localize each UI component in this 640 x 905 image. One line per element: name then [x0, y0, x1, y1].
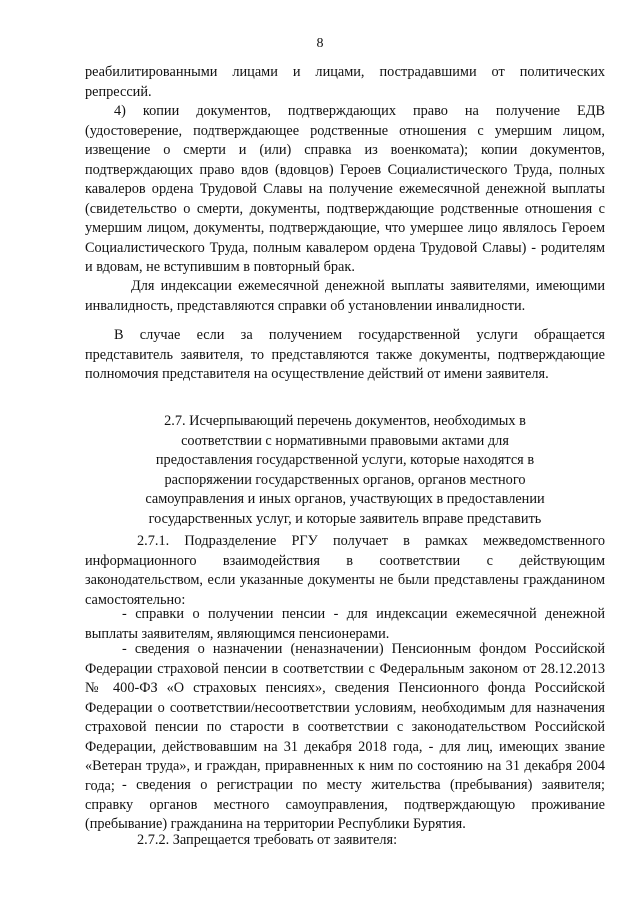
- paragraph-item-4: 4) копии документов, подтверждающих право на получение ЕДВ (удостоверение, подтверждающее родственные отношения с умершим лицом, извещение о смерти и (или) справка из военкомата); копии документов, подтверждающих право вдов (вдовцов) Героев Социалистического Труда, полных кавалеров ордена Трудовой Славы на получение ежемесячной денежной выплаты (свидетельство о смерти, документы, подтверждающие родственные отношения с умершим лицом, документы, подтверждающие, что умершее лицо являлось Героем Социалистического Труда, полным кавалером ордена Трудовой Славы) - родителям и вдовам, не вступившим в повторный брак.: [85, 103, 605, 275]
- paragraph-pension-information: - сведения о назначении (неназначении) Пенсионным фондом Российской Федерации страховой пенсии в соответствии с Федеральным законом от 28.12.2013 № 400-ФЗ «О страховых пенсиях», сведения Пенсионного фонда Российской Федерации о соответствии/несоответствии условиям, необходимым для назначения страховой пенсии по старости в соответствии с законодательством Российской Федерации, действовавшим на 31 декабря 2018 года, - для лиц, имеющих звание «Ветеран труда», и граждан, приравненных к ним по состоянию на 31 декабря 2004 года;: [85, 641, 605, 794]
- paragraph-representative: В случае если за получением государственной услуги обращается представитель заявителя, то представляются также документы, подтверждающие полномочия представителя на осуществление действий от имени заявителя.: [85, 327, 605, 382]
- paragraph-repressed-persons: реабилитированными лицами и лицами, пострадавшими от политических репрессий.: [85, 64, 605, 100]
- paragraph-2-7-1: 2.7.1. Подразделение РГУ получает в рамках межведомственного информационного взаимодействия в соответствии с действующим законодательством, если указанные документы не были представлены гражданином самостоятельно:: [85, 533, 605, 608]
- section-heading-2-7: 2.7. Исчерпывающий перечень документов, необходимых в соответствии с нормативными правовыми актами для предоставления государственной услуги, которые находятся в распоряжении государственных органов, органов местного самоуправления и иных органов, участвующих в предоставлении государственных услуг, и которые заявитель вправе представить: [145, 413, 545, 527]
- paragraph-disability: Для индексации ежемесячной денежной выплаты заявителями, имеющими инвалидность, представляются справки об установлении инвалидности.: [85, 278, 605, 314]
- paragraph-registration: - сведения о регистрации по месту жительства (пребывания) заявителя; справку органов местного самоуправления, подтверждающую проживание (пребывание) гражданина на территории Республики Бурятия.: [85, 777, 605, 832]
- paragraph-2-7-2: 2.7.2. Запрещается требовать от заявителя:: [137, 832, 398, 848]
- page-number: 8: [316, 36, 324, 51]
- paragraph-pension-certificate: - справки о получении пенсии - для индексации ежемесячной денежной выплаты заявителям, являющимся пенсионерами.: [85, 606, 605, 642]
